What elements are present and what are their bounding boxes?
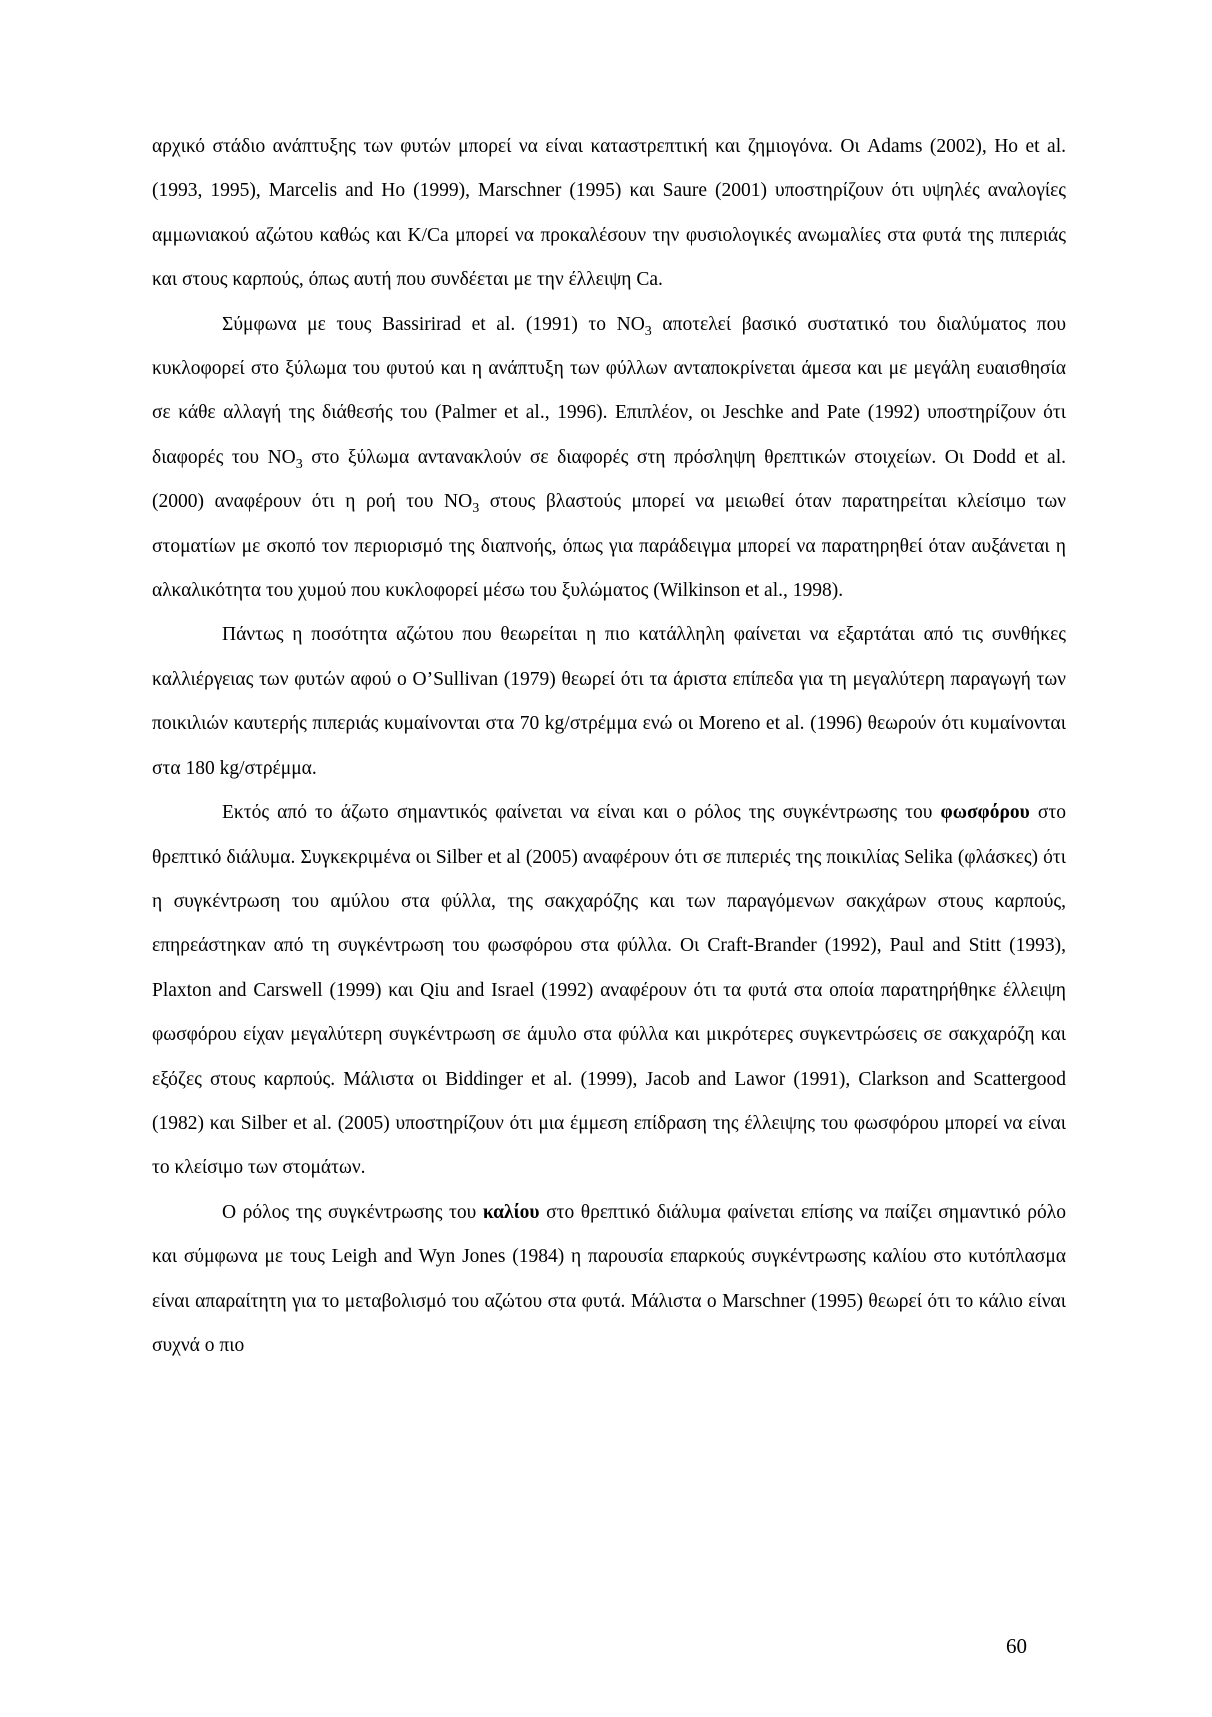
paragraph-2-text-1: Σύμφωνα με τους Bassirirad et al. (1991) το NO [222, 313, 645, 335]
paragraph-2-text-2: αποτελεί βασικό συστατικό του διαλύματος που κυκλοφορεί στο ξύλωμα του φυτού και η ανάπτυξη των φύλλων ανταποκρίνεται άμεσα και με μεγάλη ευαισθησία σε κάθε αλλαγή της διάθεσής του (Palmer et al., 1996). Επιπλέον, οι Jeschke and Pate (1992) υποστηρίζουν ότι διαφορές του NO [152, 313, 1066, 468]
bold-term-phosphorus: φωσφόρου [940, 802, 1030, 824]
body-text [152, 125, 1066, 1368]
subscript: 3 [472, 500, 480, 517]
paragraph-4-text-2: στο θρεπτικό διάλυμα. Συγκεκριμένα οι Silber et al (2005) αναφέρουν ότι σε πιπεριές της ποικιλίας Selika (φλάσκες) ότι η συγκέντρωση του αμύλου στα φύλλα, της σακχαρόζης και των παραγόμενων σακχάρων στους καρπούς, επηρεάστηκαν από τη συγκέντρωση του φωσφόρου στα φύλλα. Οι Craft-Brander (1992), Paul and Stitt (1993), Plaxton and Carswell (1999) και Qiu and Israel (1992) αναφέρουν ότι τα φυτά στα οποία παρατηρήθηκε έλλειψη φωσφόρου είχαν μεγαλύτερη συγκέντρωση σε άμυλο στα φύλλα και μικρότερες συγκεντρώσεις σε σακχαρόζη και εξόζες στους καρπούς. Μάλιστα οι Biddinger et al. (1999), Jacob and Lawor (1991), Clarkson and Scattergood (1982) και Silber et al. (2005) υποστηρίζουν ότι μια έμμεση επίδραση της έλλειψης του φωσφόρου μπορεί να είναι το κλείσιμο των στομάτων. [152, 802, 1066, 1179]
subscript: 3 [644, 322, 652, 339]
paragraph-4-text-1: Εκτός από το άζωτο σημαντικός φαίνεται να είναι και ο ρόλος της συγκέντρωσης του [222, 802, 941, 824]
paragraph-5-text-2: στο θρεπτικό διάλυμα φαίνεται επίσης να παίζει σημαντικό ρόλο και σύμφωνα με τους Leigh and Wyn Jones (1984) η παρουσία επαρκούς συγκέντρωσης καλίου στο κυτόπλασμα είναι απαραίτητη για το μεταβολισμό του αζώτου στα φυτά. Μάλιστα ο Marschner (1995) θεωρεί ότι το κάλιο είναι συχνά ο πιο [152, 1201, 1066, 1356]
bold-term-potassium: καλίου [482, 1201, 540, 1223]
paragraph-3: Πάντως η ποσότητα αζώτου που θεωρείται η πιο κατάλληλη φαίνεται να εξαρτάται από τις συνθήκες καλλιέργειας των φυτών αφού ο O’Sullivan (1979) θεωρεί ότι τα άριστα επίπεδα για τη μεγαλύτερη παραγωγή των ποικιλιών καυτερής πιπεριάς κυμαίνονται στα 70 kg/στρέμμα ενώ οι Moreno et al. (1996) θεωρούν ότι κυμαίνονται στα 180 kg/στρέμμα. [152, 624, 1066, 779]
paragraph-2-text-3: στο ξύλωμα αντανακλούν σε διαφορές στη πρόσληψη θρεπτικών στοιχείων. Οι Dodd et al. (2000) αναφέρουν ότι η ροή του NO [152, 446, 1066, 513]
page-number: 60 [1006, 1634, 1027, 1658]
subscript: 3 [295, 455, 303, 472]
paragraph-5 [152, 1191, 1066, 1369]
paragraph-2-text-4: στους βλαστούς μπορεί να μειωθεί όταν παρατηρείται κλείσιμο των στοματίων με σκοπό τον περιορισμό της διαπνοής, όπως για παράδειγμα μπορεί να παρατηρηθεί όταν αυξάνεται η αλκαλικότητα του χυμού που κυκλοφορεί μέσω του ξυλώματος (Wilkinson et al., 1998). [152, 491, 1066, 602]
paragraph-2 [152, 303, 1066, 614]
paragraph-4 [152, 791, 1066, 1191]
paragraph-1: αρχικό στάδιο ανάπτυξης των φυτών μπορεί να είναι καταστρεπτική και ζημιογόνα. Οι Adams (2002), Ho et al. (1993, 1995), Marcelis and Ho (1999), Marschner (1995) και Saure (2001) υποστηρίζουν ότι υψηλές αναλογίες αμμωνιακού αζώτου καθώς και K/Ca μπορεί να προκαλέσουν την φυσιολογικές ανωμαλίες στα φυτά της πιπεριάς και στους καρπούς, όπως αυτή που συνδέεται με την έλλειψη Ca. [152, 136, 1066, 291]
paragraph-5-text-1: Ο ρόλος της συγκέντρωσης του [222, 1201, 483, 1223]
